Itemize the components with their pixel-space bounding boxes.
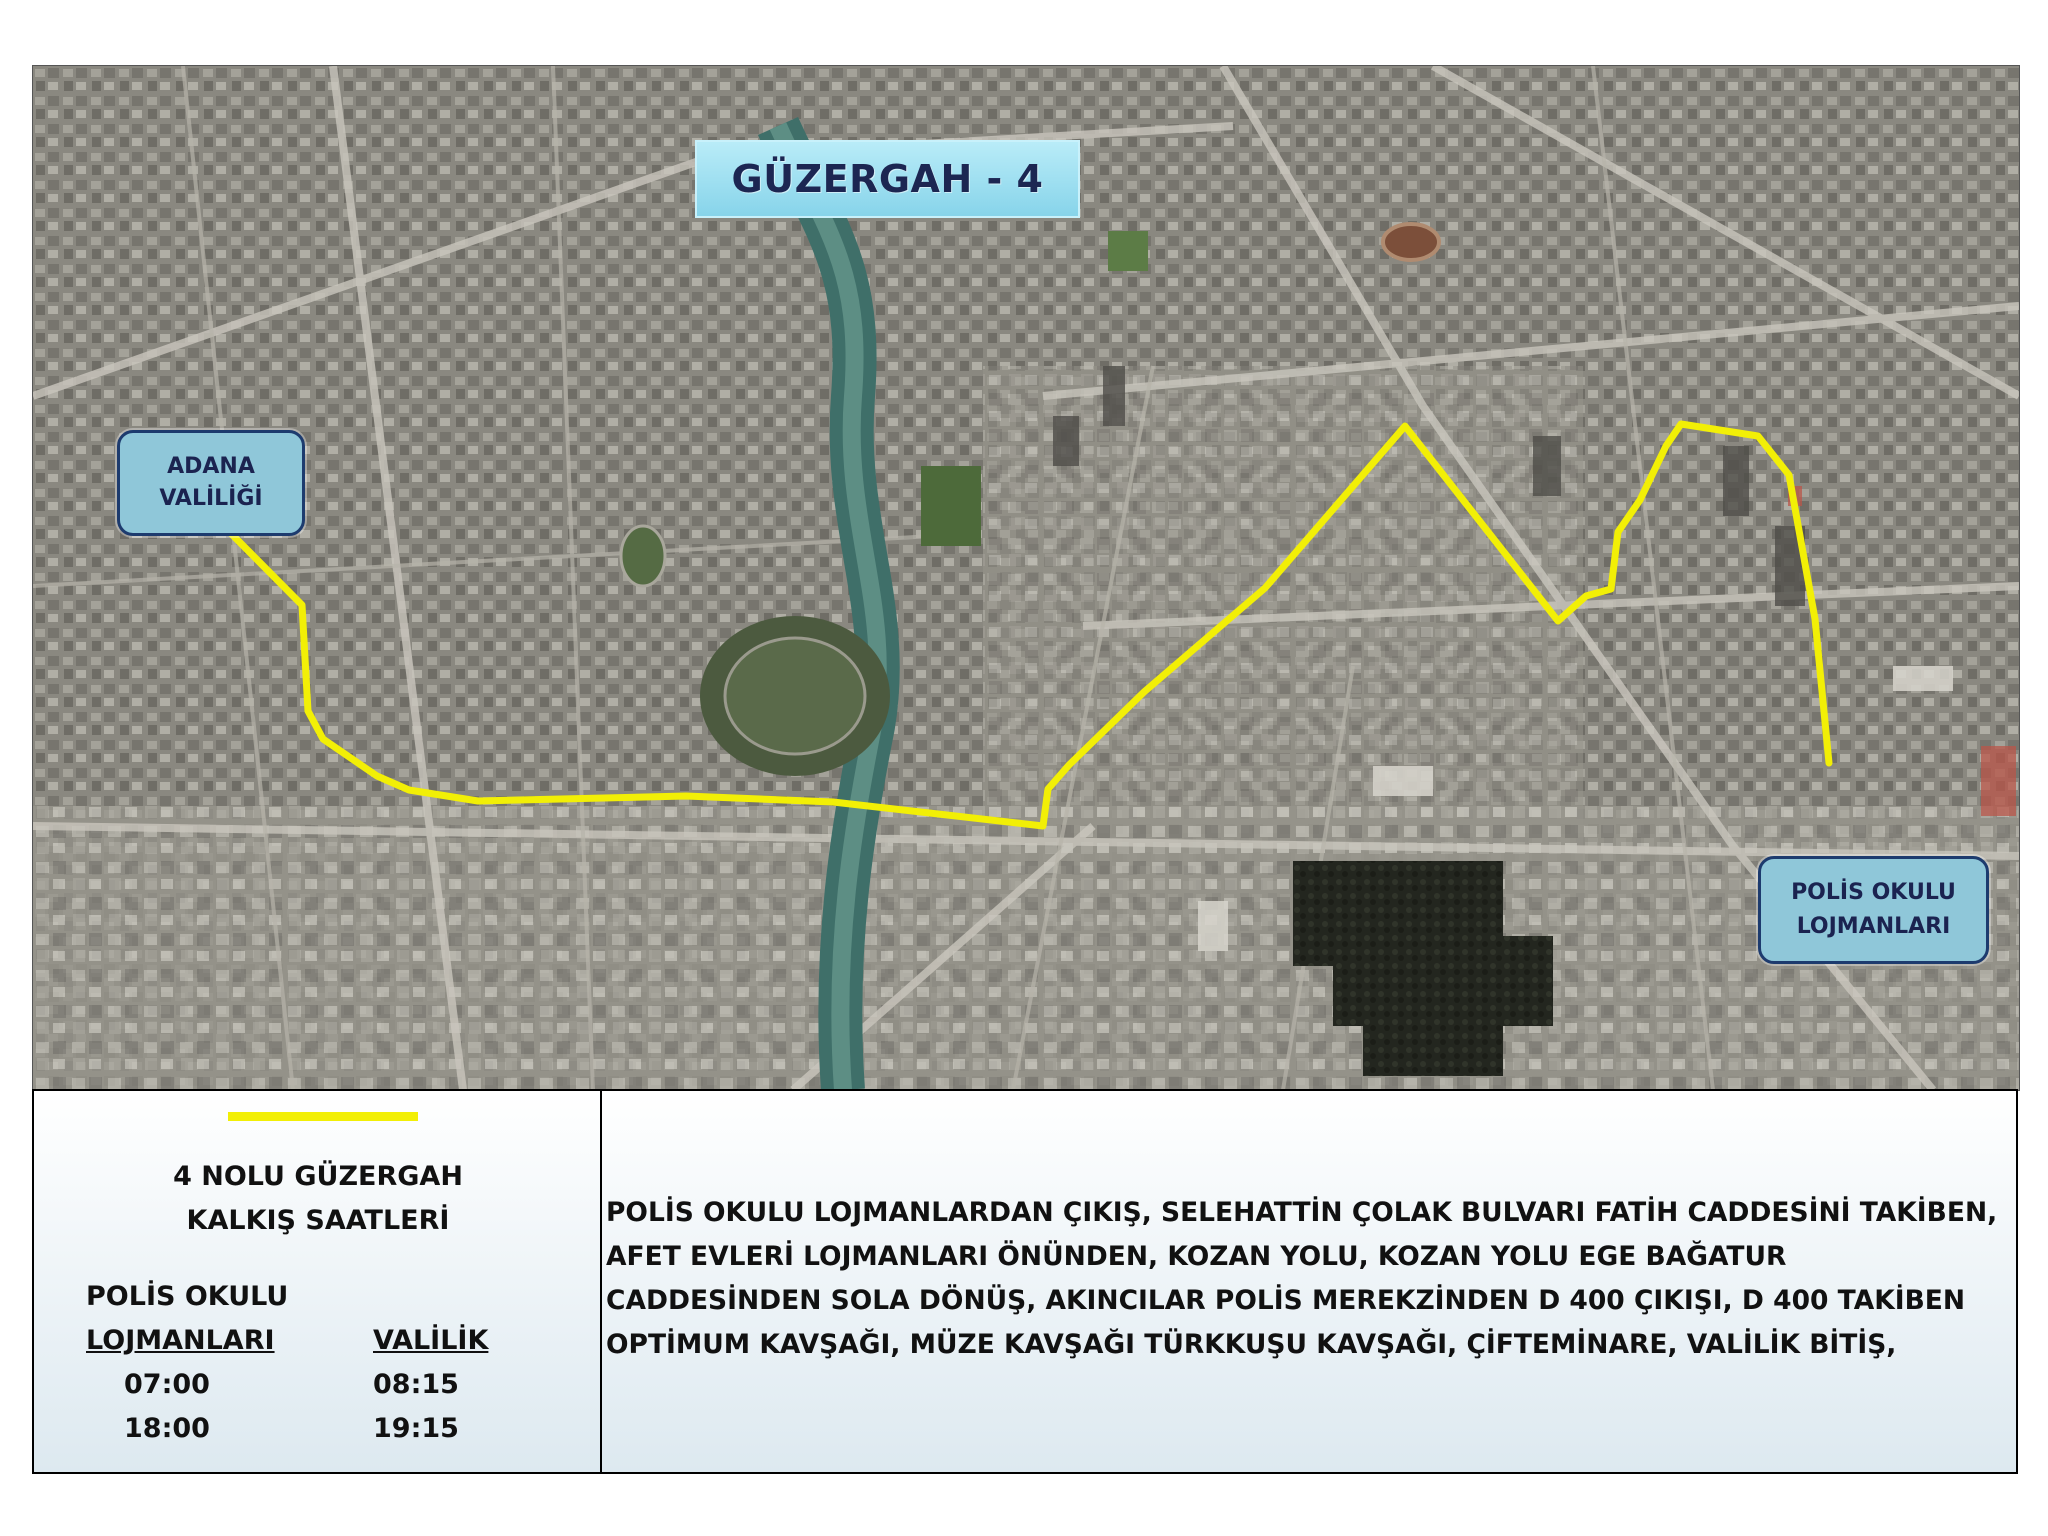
- column-header-polis-okulu: [86, 1275, 288, 1363]
- schedule-cell: [34, 1091, 602, 1472]
- end-label-polis-okulu: [1758, 856, 1989, 964]
- route-info-table: [32, 1089, 2018, 1474]
- end-label-line2: LOJMANLARI: [1796, 914, 1951, 939]
- map-title: GÜZERGAH - 4: [695, 140, 1080, 218]
- schedule-title-line2: KALKIŞ SAATLERİ: [186, 1205, 450, 1236]
- column-header-valilik: VALİLİK: [373, 1325, 489, 1356]
- departure-time: 18:00: [124, 1413, 210, 1444]
- start-label-line1: ADANA: [167, 454, 255, 479]
- column-header-polis-line2: LOJMANLARI: [86, 1325, 275, 1356]
- route-legend-line: [228, 1112, 418, 1121]
- schedule-title: [34, 1155, 602, 1243]
- route-description: POLİS OKULU LOJMANLARDAN ÇIKIŞ, SELEHATTİN ÇOLAK BULVARI FATİH CADDESİNİ TAKİBEN, AFET EVLERİ LOJMANLARI ÖNÜNDEN, KOZAN YOLU, KOZAN YOLU EGE BAĞATUR CADDESİNDEN SOLA DÖNÜŞ, AKINCILAR POLİS MEREKZİNDEN D 400 ÇIKIŞI, D 400 TAKİBEN OPTİMUM KAVŞAĞI, MÜZE KAVŞAĞI TÜRKKUŞU KAVŞAĞI, ÇİFTEMİNARE, VALİLİK BİTİŞ,: [606, 1197, 1998, 1360]
- schedule-title-line1: 4 NOLU GÜZERGAH: [173, 1161, 463, 1192]
- column-header-polis-line1: POLİS OKULU: [86, 1281, 289, 1312]
- arrival-time: 19:15: [373, 1413, 459, 1444]
- start-label-line2: VALİLİĞİ: [159, 486, 263, 511]
- start-label-valilik: [117, 430, 305, 536]
- satellite-map[interactable]: [32, 65, 2020, 1091]
- arrival-time: 08:15: [373, 1369, 459, 1400]
- map-canvas: [33, 66, 2019, 1090]
- departure-time: 07:00: [124, 1369, 210, 1400]
- route-description-cell: [602, 1091, 2016, 1472]
- end-label-line1: POLİS OKULU: [1791, 880, 1956, 905]
